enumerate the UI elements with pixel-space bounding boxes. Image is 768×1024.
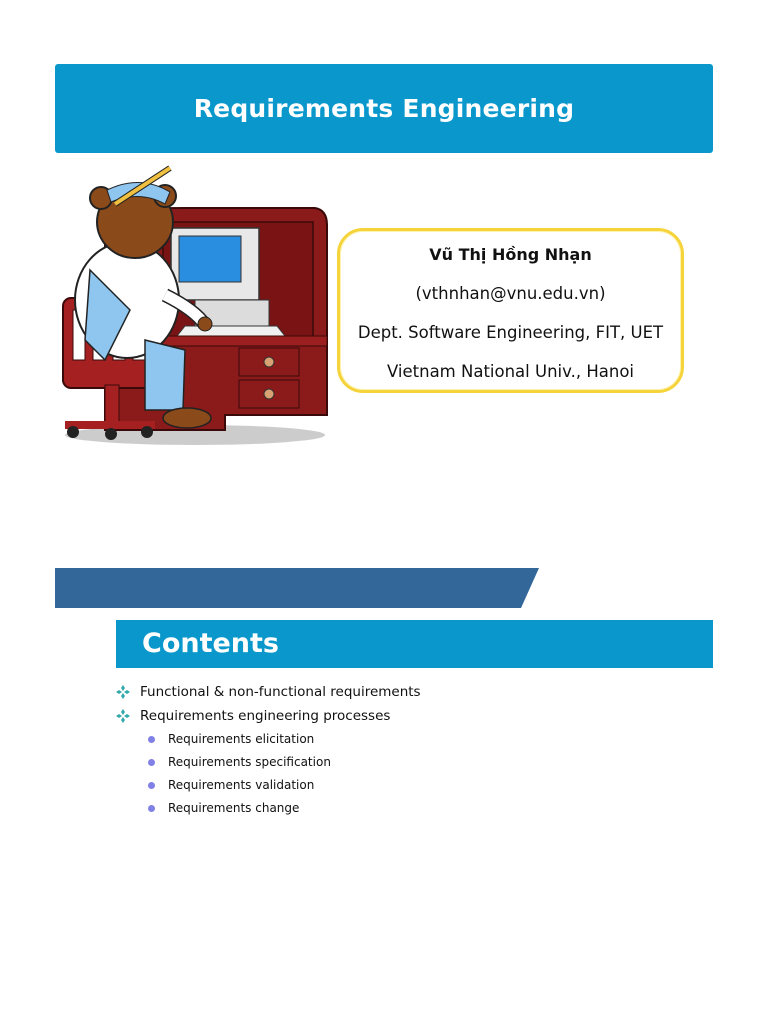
diamond-bullet-icon	[116, 709, 130, 723]
contents-heading: Contents	[142, 628, 280, 659]
dot-bullet-icon	[148, 805, 155, 812]
list-item-label: Requirements engineering processes	[140, 708, 391, 724]
diamond-bullet-icon	[116, 685, 130, 699]
list-item	[116, 704, 713, 728]
contents-header-bar	[116, 620, 713, 668]
sub-list-item-label: Requirements specification	[168, 755, 331, 769]
sub-list-item-label: Requirements change	[168, 801, 300, 815]
header-band	[55, 568, 545, 608]
dot-bullet-icon	[148, 736, 155, 743]
list-item-label: Functional & non-functional requirements	[140, 684, 421, 700]
sub-list-item	[116, 751, 713, 774]
author-info-box	[337, 228, 684, 393]
sub-list-item	[116, 728, 713, 751]
author-name: Vũ Thị Hồng Nhạn	[429, 245, 592, 264]
dot-bullet-icon	[148, 782, 155, 789]
sub-list-item	[116, 797, 713, 820]
author-email: (vthnhan@vnu.edu.vn)	[415, 284, 606, 303]
sub-list-item-label: Requirements validation	[168, 778, 315, 792]
author-department: Dept. Software Engineering, FIT, UET	[357, 323, 664, 342]
sub-list-item-label: Requirements elicitation	[168, 732, 315, 746]
sub-list-item	[116, 774, 713, 797]
slide-title: Requirements Engineering	[55, 64, 713, 153]
contents-list	[116, 680, 713, 820]
list-item	[116, 680, 713, 704]
bear-at-computer-illustration	[45, 160, 345, 460]
author-university: Vietnam National Univ., Hanoi	[386, 362, 634, 381]
dot-bullet-icon	[148, 759, 155, 766]
